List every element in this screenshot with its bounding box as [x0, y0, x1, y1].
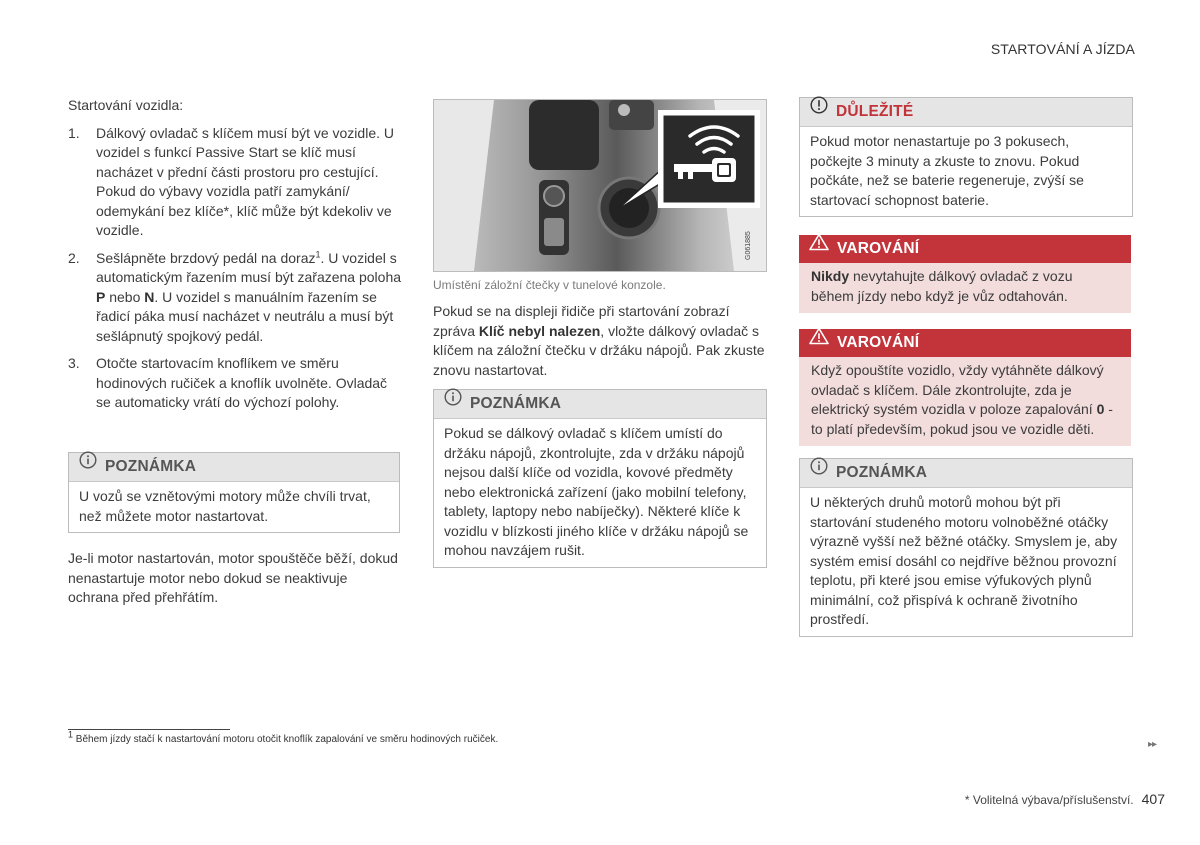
- step-text: Otočte startovacím knoflíkem ve směru hodinových ručiček a knoflík uvolněte. Ovladač se automaticky vrátí do výchozí polohy.: [96, 355, 388, 410]
- warning-box-remote: [799, 235, 1131, 313]
- gear-p: P: [96, 288, 106, 305]
- important-box: [799, 97, 1133, 217]
- page-number: 407: [1141, 791, 1165, 807]
- step-number: 1.: [68, 124, 80, 141]
- warning-header: [799, 329, 1131, 357]
- note-text: U vozů se vznětovými motory může chvíli trvat, než můžete motor nastartovat.: [79, 488, 371, 524]
- page-footer: [900, 790, 1165, 811]
- step-number: 3.: [68, 355, 80, 371]
- console-photo: [433, 99, 767, 272]
- info-circle-icon: [79, 451, 97, 479]
- note-box-diesel: [68, 452, 400, 533]
- intro-text: Startování vozidla:: [68, 97, 184, 113]
- important-text: Pokud motor nenastartuje po 3 pokusech, počkejte 3 minuty a zkuste to znovu. Pokud počkáte, než se baterie regeneruje, zvýší se startovací schopnost baterie.: [810, 133, 1084, 208]
- note-box-cupholder: [433, 389, 767, 568]
- note-title: POZNÁMKA: [470, 395, 562, 412]
- important-header: [800, 98, 1132, 127]
- note-header: [434, 390, 766, 419]
- warning-title: VAROVÁNÍ: [837, 334, 920, 351]
- note-title: POZNÁMKA: [836, 464, 928, 481]
- footnote-divider: [68, 729, 230, 730]
- continue-arrows-icon: ▸▸: [1148, 739, 1157, 750]
- image-caption: Umístění záložní čtečky v tunelové konzole.: [433, 278, 666, 292]
- warning-triangle-icon: [809, 327, 829, 355]
- list-item: [68, 124, 402, 241]
- step-text: Dálkový ovladač s klíčem musí být ve vozidle. U vozidel s funkcí Passive Start se klíč musí nacházet v přední části prostoru pro cestující. Pokud do výbavy vozidla patří zamykání/ odemykání bez klíče*, klíč může být kdekoliv ve vozidle.: [96, 124, 394, 238]
- note-text: Pokud se dálkový ovladač s klíčem umístí do držáku nápojů, zkontrolujte, zda v držáku nápojů nejsou další klíče od vozidla, kovové předměty nebo elektronická zařízení (jako mobilní telefony, tablety, laptopy nebo nabíječky). Některé klíče k vozidlu v blízkosti jiného klíče v držáku nápojů se mohou navzájem rušit.: [444, 425, 749, 558]
- warning-box-leaving: [799, 329, 1131, 446]
- list-item: [68, 354, 402, 413]
- note-box-idle: [799, 458, 1133, 637]
- warning-text: Nikdy nevytahujte dálkový ovladač z vozu během jízdy nebo když je vůz odtahován.: [811, 268, 1073, 304]
- important-title: DŮLEŽITÉ: [836, 103, 914, 120]
- column-1: [68, 96, 402, 421]
- gear-n: N: [144, 288, 155, 305]
- list-item: [68, 249, 402, 347]
- warning-header: [799, 235, 1131, 263]
- image-code: G061885: [745, 231, 752, 260]
- note-header: [800, 459, 1132, 488]
- body-paragraph: Pokud se na displeji řidiče při startování zobrazí zpráva Klíč nebyl nalezen, vložte dálkový ovladač s klíčem na záložní čtečku v držáku nápojů. Pak zkuste znovu nastartovat.: [433, 303, 765, 378]
- step-text: Sešlápněte brzdový pedál na doraz$^1$. U vozidel s automatickým řazením musí být zařazena poloha P nebo N. U vozidel s manuálním řazením se řadicí páka musí nacházet v neutrálu a musí být sešlápnutý spojkový pedál.: [96, 248, 402, 344]
- warning-text: Když opouštíte vozidlo, vždy vytáhněte dálkový ovladač s klíčem. Dále zkontrolujte, zda je elektrický systém vozidla v poloze zapalování 0 - to platí především, pokud jsou ve vozidle děti.: [811, 362, 1113, 437]
- body-paragraph: Je-li motor nastartován, motor spouštěče běží, dokud nenastartuje motor nebo dokud se neaktivuje ochrana před přehřátím.: [68, 550, 398, 605]
- step-number: 2.: [68, 249, 80, 266]
- note-title: POZNÁMKA: [105, 458, 197, 475]
- info-circle-icon: [444, 388, 462, 416]
- footnote: $^1$ Během jízdy stačí k nastartování motoru otočit knoflík zapalování ve směru hodinových ručiček.: [68, 729, 499, 745]
- display-message: Klíč nebyl nalezen: [478, 322, 601, 339]
- optional-equipment-note: * Volitelná výbava/příslušenství.: [964, 793, 1134, 807]
- start-steps-list: [68, 124, 402, 413]
- warning-triangle-icon: [809, 233, 829, 261]
- note-header: [69, 453, 399, 482]
- info-circle-icon: [810, 457, 828, 485]
- footnote-ref: 1: [315, 248, 321, 259]
- section-title: STARTOVÁNÍ A JÍZDA: [990, 41, 1135, 57]
- exclamation-circle-icon: [810, 96, 828, 124]
- warning-title: VAROVÁNÍ: [837, 240, 920, 257]
- note-text: U některých druhů motorů mohou být při startování studeného motoru volnoběžné otáčky výrazně vyšší než běžné otáčky. Smyslem je, aby systém emisí dosáhl co nejdříve běžnou provozní teplotu, při které jsou emise výfukových plynů minimální, což přispívá k ochraně životního prostředí.: [810, 494, 1118, 627]
